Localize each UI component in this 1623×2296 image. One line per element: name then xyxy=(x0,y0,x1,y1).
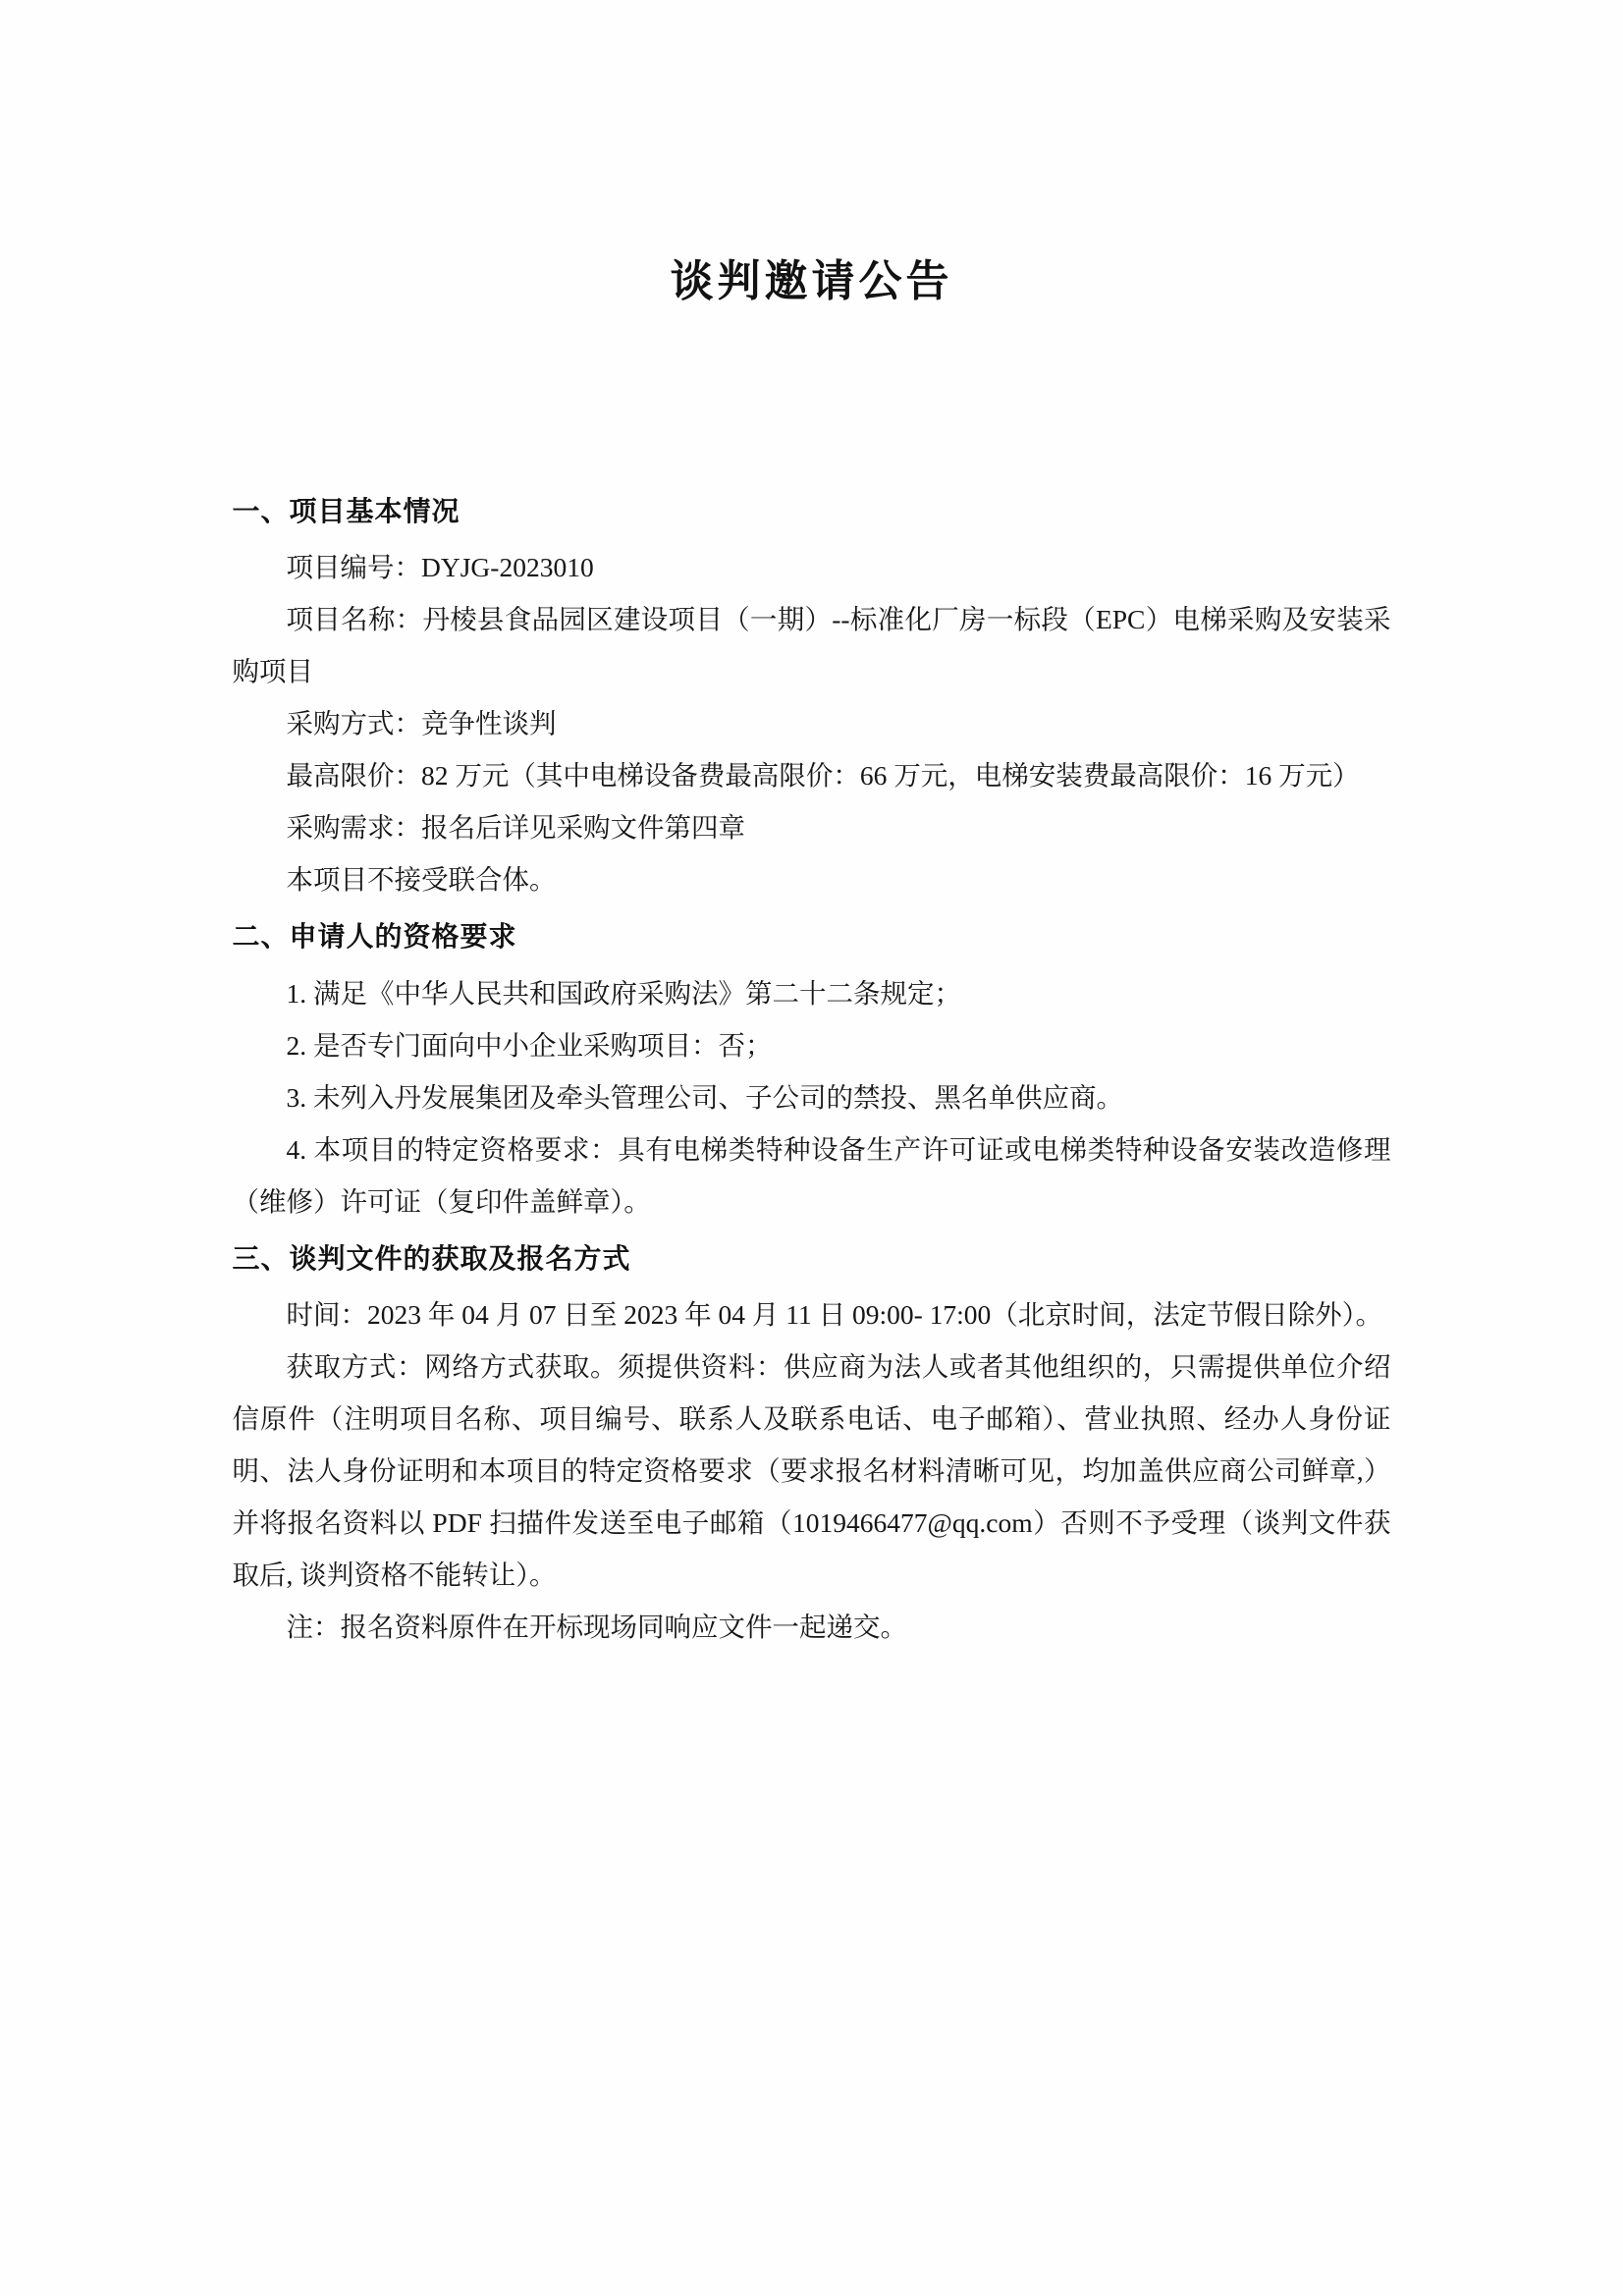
section-heading-3: 三、谈判文件的获取及报名方式 xyxy=(232,1243,631,1275)
paragraph-note: 注：报名资料原件在开标现场同响应文件一起递交。 xyxy=(286,1612,907,1643)
paragraph-procurement-method: 采购方式：竞争性谈判 xyxy=(286,708,557,739)
paragraph-acquisition-method: 获取方式：网络方式获取。须提供资料：供应商为法人或者其他组织的，只需提供单位介绍信原件（注明项目名称、项目编号、联系人及联系电话、电子邮箱）、营业执照、经办人身份证明、法人身份证明和本项目的特定资格要求（要求报名材料清晰可见，均加盖供应商公司鲜章,）并将报名资料以 PDF 扫描件发送至电子邮箱（1019466477@qq.com）否则不予受理（谈判文件获取后, 谈判资格不能转让）。 xyxy=(232,1350,1391,1591)
paragraph-qualification-3: 3. 未列入丹发展集团及牵头管理公司、子公司的禁投、黑名单供应商。 xyxy=(286,1081,1123,1113)
page-title: 谈判邀请公告 xyxy=(670,257,953,305)
paragraph-qualification-1: 1. 满足《中华人民共和国政府采购法》第二十二条规定； xyxy=(286,977,961,1009)
paragraph-max-price: 最高限价：82 万元（其中电梯设备费最高限价：66 万元，电梯安装费最高限价：16 万元） xyxy=(286,760,1360,792)
paragraph-qualification-2: 2. 是否专门面向中小企业采购项目：否； xyxy=(286,1029,773,1061)
document-body xyxy=(233,308,1391,1653)
paragraph-qualification-4: 4. 本项目的特定资格要求：具有电梯类特种设备生产许可证或电梯类特种设备安装改造修理（维修）许可证（复印件盖鲜章）。 xyxy=(232,1133,1391,1217)
paragraph-project-name: 项目名称：丹棱县食品园区建设项目（一期）--标准化厂房一标段（EPC）电梯采购及安装采购项目 xyxy=(232,604,1391,687)
paragraph-no-consortium: 本项目不接受联合体。 xyxy=(286,864,557,896)
paragraph-time: 时间：2023 年 04 月 07 日至 2023 年 04 月 11 日 09:00- 17:00（北京时间，法定节假日除外）。 xyxy=(286,1298,1383,1330)
section-heading-2: 二、申请人的资格要求 xyxy=(232,922,517,954)
section-heading-1: 一、项目基本情况 xyxy=(232,497,460,527)
paragraph-procurement-demand: 采购需求：报名后详见采购文件第四章 xyxy=(286,812,745,844)
paragraph-project-number: 项目编号：DYJG-2023010 xyxy=(286,552,594,583)
